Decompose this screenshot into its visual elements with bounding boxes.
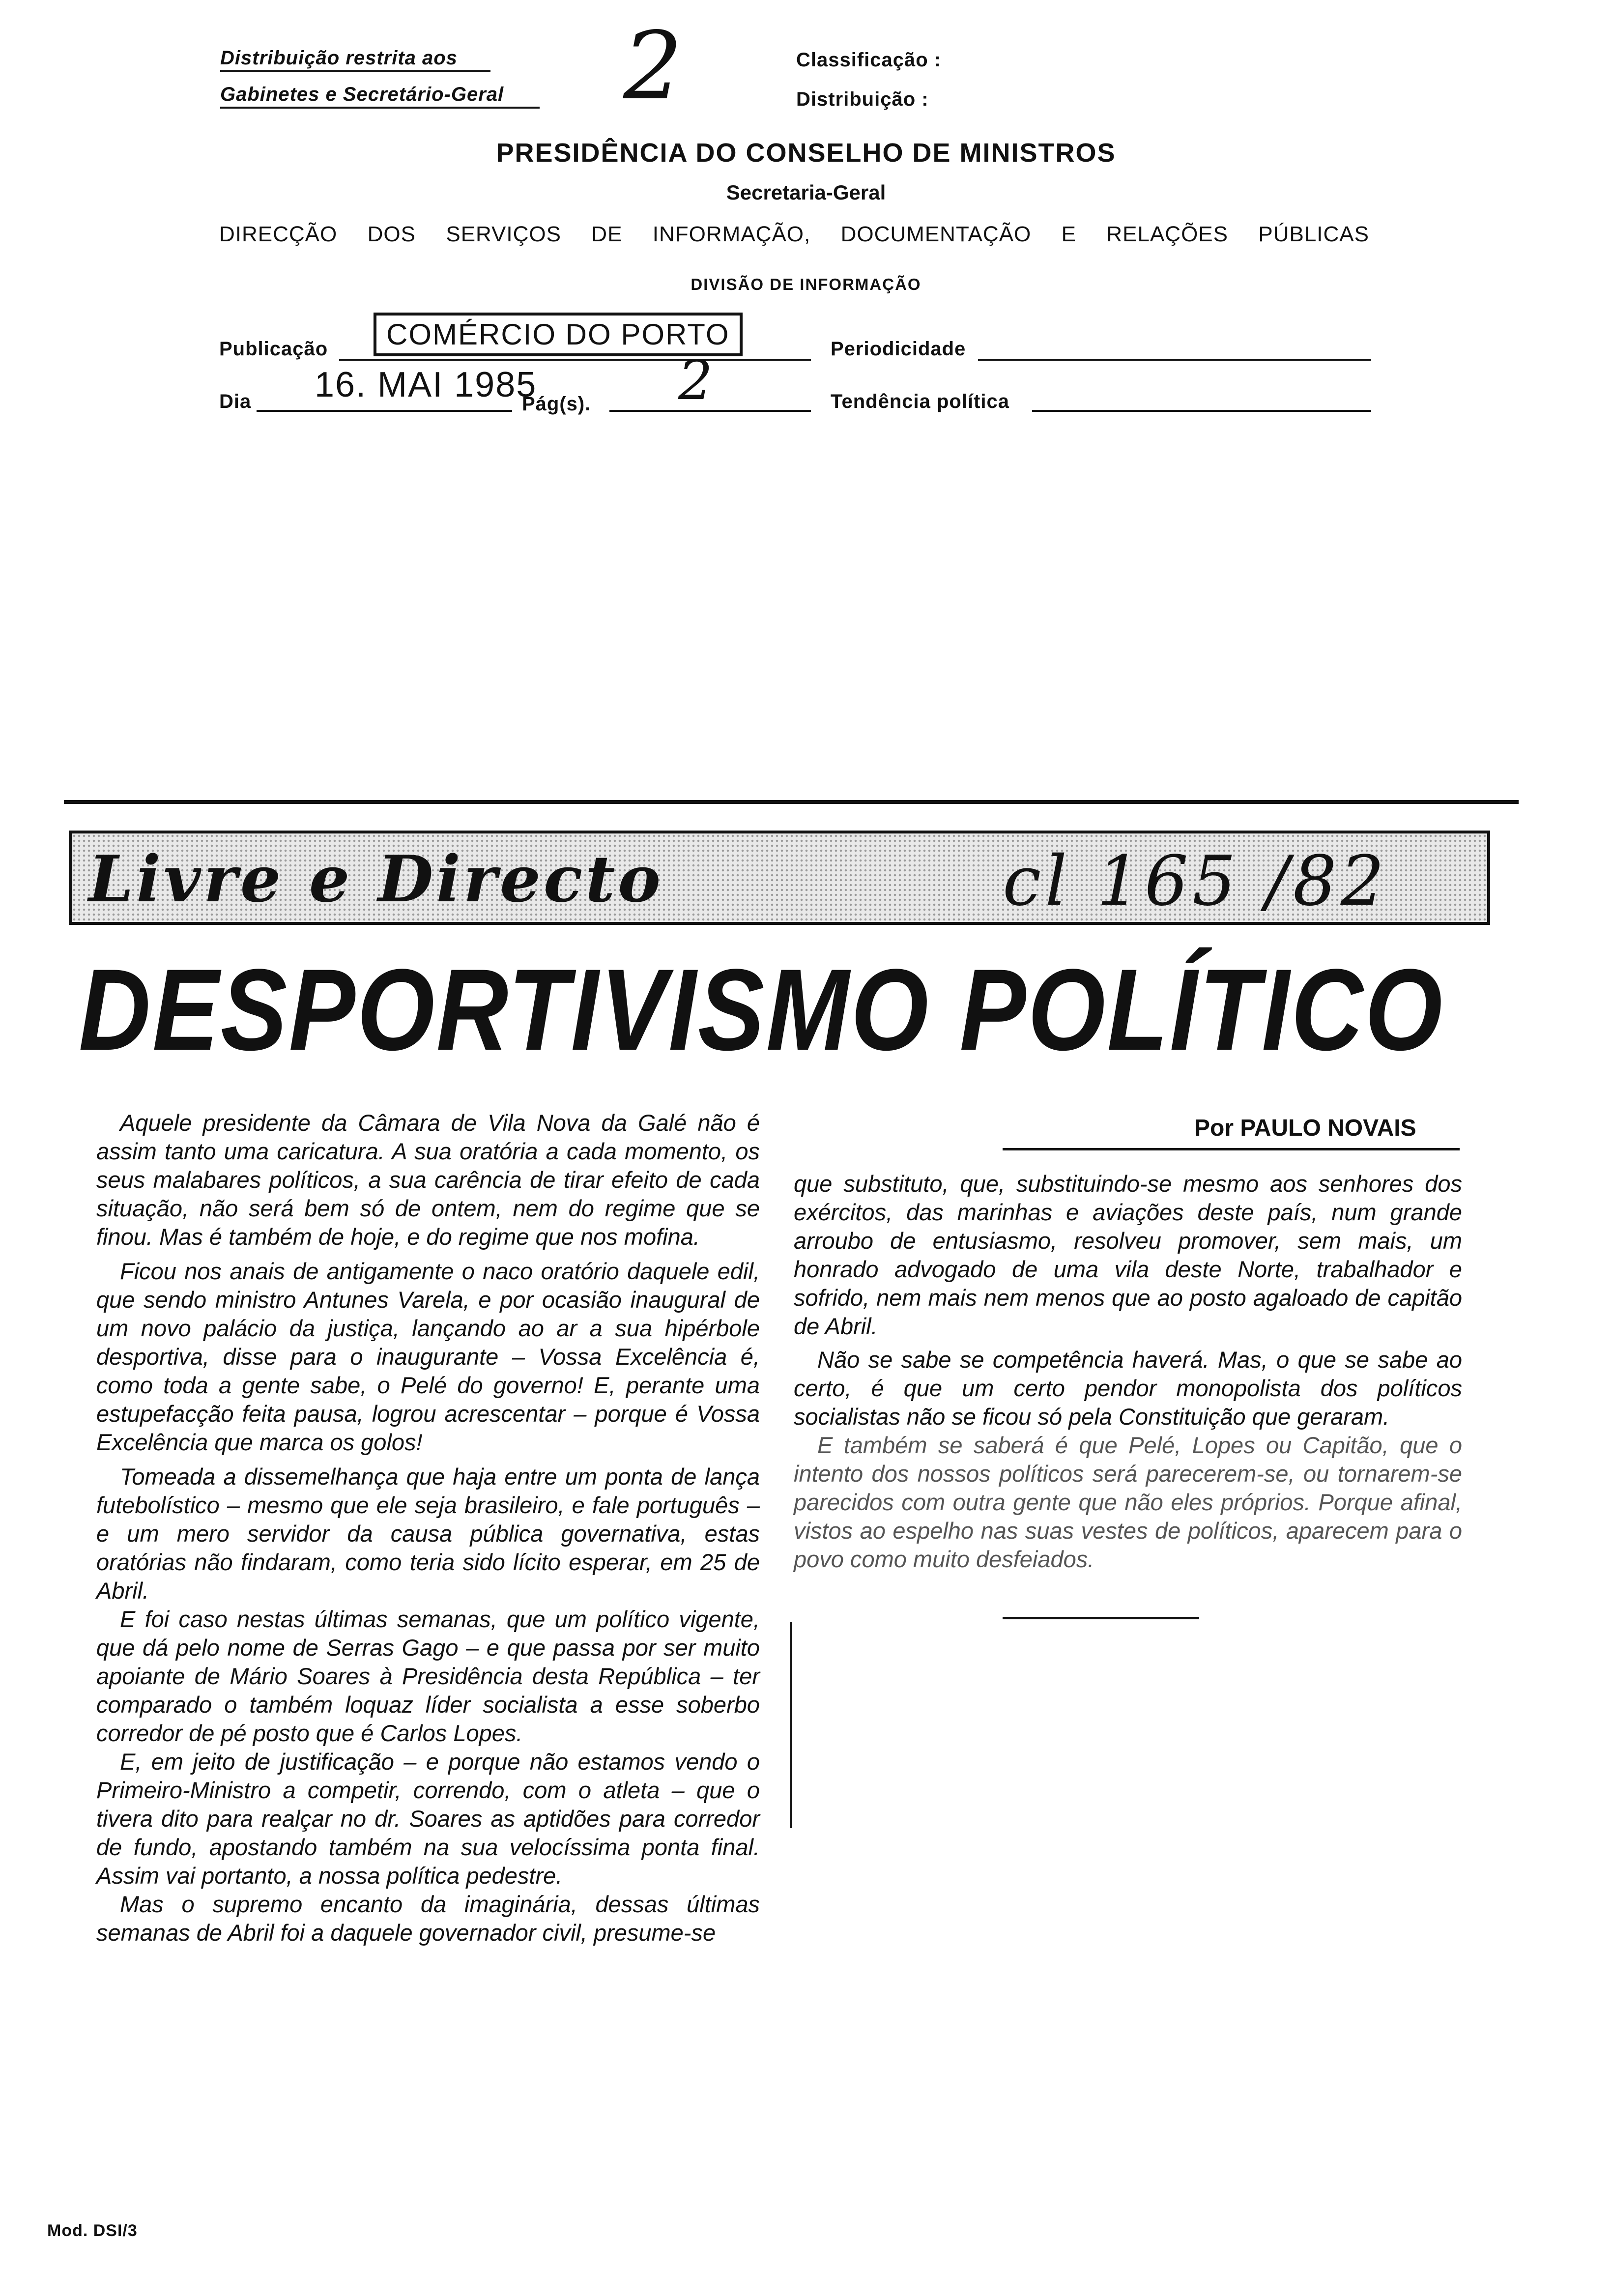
pags-label: Pág(s). — [522, 393, 591, 415]
dia-field-line — [257, 410, 512, 412]
division-title: DIVISÃO DE INFORMAÇÃO — [691, 275, 921, 293]
secretariat-title: Secretaria-Geral — [726, 181, 886, 204]
archive-handwritten-ref: cl 165 /82 — [1003, 841, 1388, 921]
publicacao-field-line — [339, 359, 811, 361]
publication-stamp: COMÉRCIO DO PORTO — [374, 313, 743, 356]
column-end-rule — [1003, 1617, 1199, 1619]
col2-paragraph: E também se saberá é que Pelé, Lopes ou Capitão, que o intento dos nossos políticos será parecerem-se, ou tornarem-se parecidos com outra gente que não eles próprios. Porque afinal, vistos ao espelho nas suas vestes de políticos, aparecem para o povo como muito desfeiados. — [794, 1432, 1462, 1572]
top-rule — [64, 800, 1519, 804]
classificacao-label: Classificação : — [796, 49, 942, 71]
form-code: Mod. DSI/3 — [47, 2221, 138, 2240]
institution-title: PRESIDÊNCIA DO CONSELHO DE MINISTROS — [496, 138, 1116, 168]
article-column-2 — [794, 1170, 1462, 1574]
byline-rule — [1003, 1148, 1460, 1150]
col1-paragraph: Tomeada a dissemelhança que haja entre um ponta de lança futebolístico – mesmo que ele seja brasileiro, e fale português – e um mero servidor da causa pública governativa, estas oratórias não findaram, como teria sido lícito esperar, em 25 de Abril. — [96, 1464, 760, 1604]
directorate-title: DIRECÇÃO DOS SERVIÇOS DE INFORMAÇÃO, DOCUMENTAÇÃO E RELAÇÕES PÚBLICAS — [219, 222, 1369, 246]
handwritten-page-number: 2 — [623, 12, 683, 120]
pags-handwritten-value: 2 — [678, 349, 713, 412]
article-headline: DESPORTIVISMO POLÍTICO — [79, 945, 1444, 1075]
distribuicao-label: Distribuição : — [796, 88, 929, 110]
byline: Por PAULO NOVAIS — [1194, 1115, 1416, 1141]
restricted-distribution-line2: Gabinetes e Secretário-Geral — [220, 84, 540, 109]
column-separator — [790, 1622, 792, 1828]
tendencia-field-line — [1032, 410, 1371, 412]
col1-paragraph: Aquele presidente da Câmara de Vila Nova da Galé não é assim tanto uma caricatura. A sua oratória a cada momento, os seus malabares políticos, a sua carência de tirar efeito de cada situação, não será bem só de ontem, nem do regime que se finou. Mas é também de hoje, e do regime que nos mofina. — [96, 1110, 760, 1250]
article-column-1 — [96, 1109, 760, 1947]
dia-label: Dia — [219, 391, 252, 412]
col1-paragraph: Mas o supremo encanto da imaginária, dessas últimas semanas de Abril foi a daquele governador civil, presume-se — [96, 1891, 760, 1946]
publicacao-label: Publicação — [219, 338, 328, 360]
col1-paragraph: E foi caso nestas últimas semanas, que um político vigente, que dá pelo nome de Serras Gago – e que passa por ser muito apoiante de Mário Soares à Presidência desta República – ter comparado o também loquaz líder socialista a esse soberbo corredor de pé posto que é Carlos Lopes. — [96, 1606, 760, 1746]
tendencia-label: Tendência política — [831, 391, 1009, 412]
col2-paragraph: que substituto, que, substituindo-se mesmo aos senhores dos exércitos, das marinhas e aviações deste país, num grande arroubo de entusiasmo, resolveu promover, sem mais, um honrado advogado de uma vila deste Norte, trabalhador e sofrido, nem mais nem menos que ao posto agaloado de capitão de Abril. — [794, 1171, 1462, 1339]
dia-date-stamp: 16. MAI 1985 — [315, 365, 537, 404]
section-title: Livre e Directo — [88, 841, 663, 917]
periodicidade-field-line — [978, 359, 1371, 361]
col2-paragraph: Não se sabe se competência haverá. Mas, o que se sabe ao certo, é que um certo pendor monopolista dos políticos socialistas não se ficou só pela Constituição que geraram. — [794, 1347, 1462, 1430]
restricted-distribution-line1: Distribuição restrita aos — [220, 47, 490, 72]
col1-paragraph: Ficou nos anais de antigamente o naco oratório daquele edil, que sendo ministro Antunes Varela, e por ocasião inaugural de um novo palácio da justiça, lançando ao ar a sua hipérbole desportiva, disse para o inaugurante – Vossa Excelência é, como toda a gente sabe, o Pelé do governo! E, perante uma estupefacção feita pausa, logrou acrescentar – porque é Vossa Excelência que marca os golos! — [96, 1258, 760, 1455]
col1-paragraph: E, em jeito de justificação – e porque não estamos vendo o Primeiro-Ministro a competir, correndo, com o atleta – que o tivera dito para realçar no dr. Soares as aptidões para corredor de fundo, apostando também na sua velocíssima ponta final. Assim vai portanto, a nossa política pedestre. — [96, 1749, 760, 1889]
periodicidade-label: Periodicidade — [831, 338, 966, 360]
